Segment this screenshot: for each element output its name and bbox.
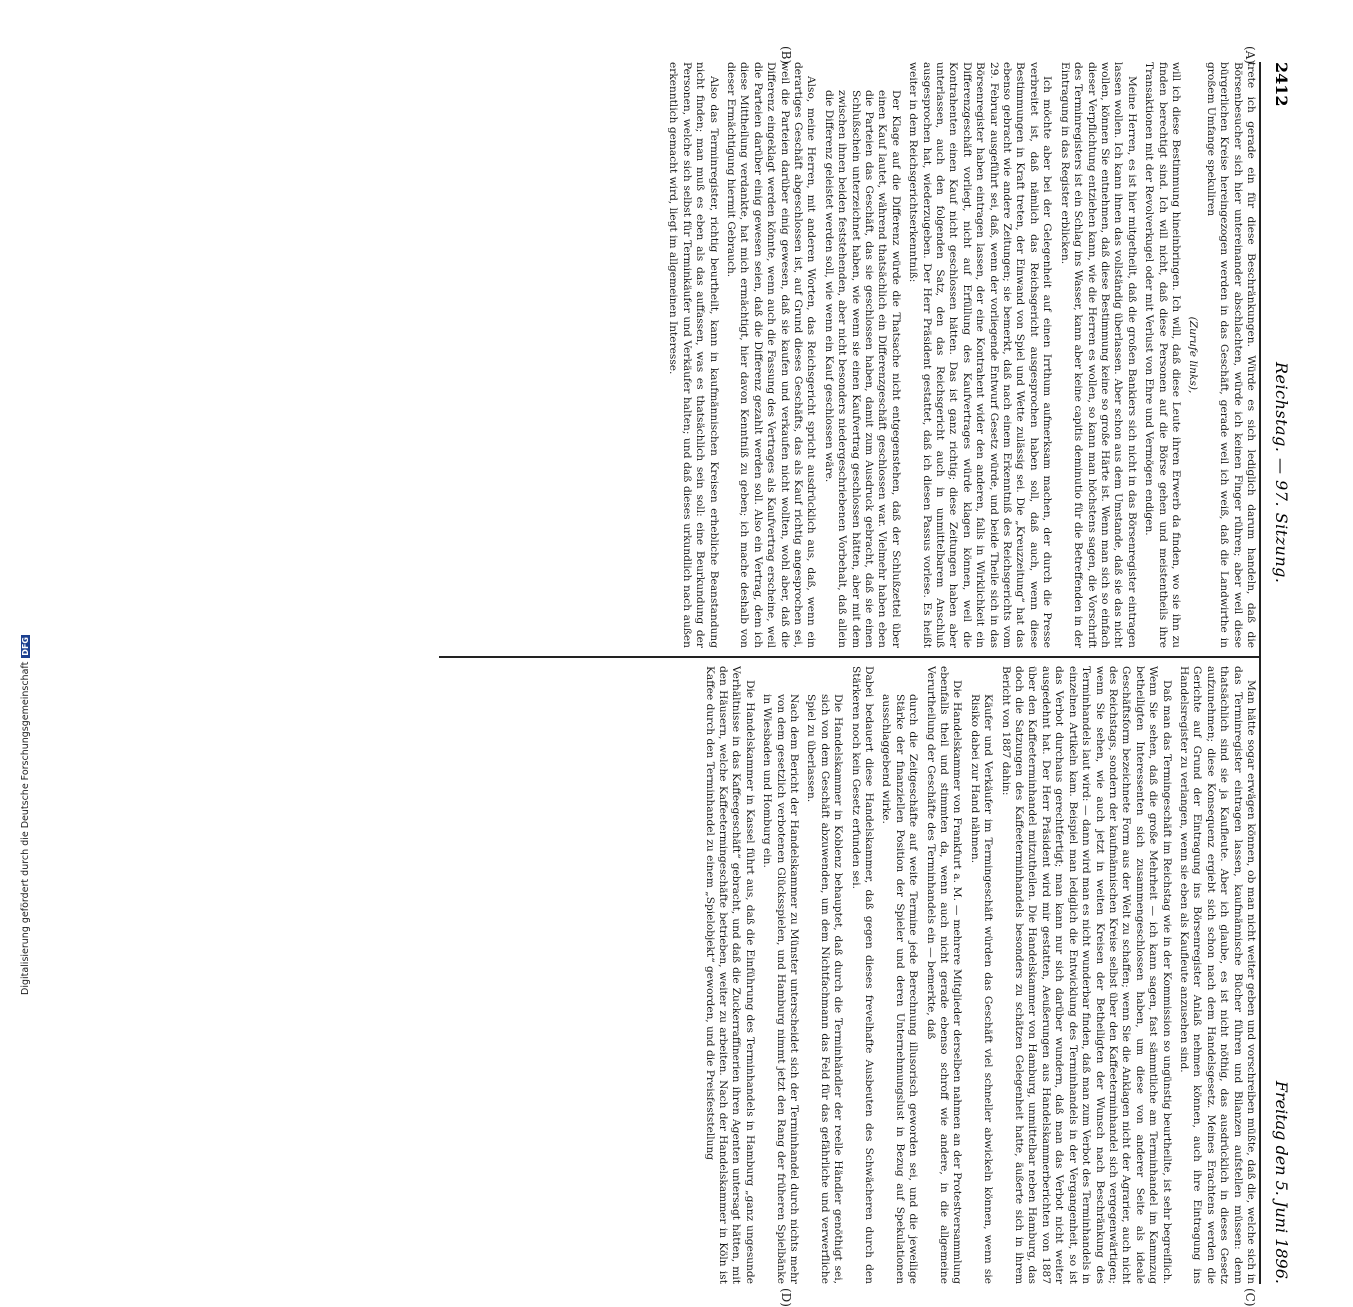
paragraph: Dabei bedauert diese Handelskammer, daß gegen dieses frevelhafte Ausbeuten des Schwächeren durch den Stärkeren noch kein Gesetz erfunden sei. <box>849 666 876 1284</box>
quotation: Käufer und Verkäufer im Termingeschäft würden das Geschäft viel schneller abwickeln können, wenn sie Risiko dabei zur Hand nähmen. <box>968 694 995 1284</box>
marker-a: (A) <box>1243 46 1257 65</box>
page-title: Reichstag. — 97. Sitzung. <box>1272 362 1291 584</box>
marker-c: (C) <box>1243 1288 1257 1307</box>
page-header <box>1263 62 1291 1284</box>
marker-b: (B) <box>779 46 793 65</box>
paragraph: Also, meine Herren, mit anderen Worten, das Reichsgericht spricht ausdrücklich aus, daß, wenn ein derartiges Geschäft abgeschlossen ist, auf Grund dieses Geschäfts, das als Kauf richtig angesprochen sei, weil die Parteien darüber einig gewesen, daß sie kaufen und verkaufen nicht wollten, wohl aber, daß die Differenz eingeklagt werden könnte, wenn auch die Fassung des Vertrages als Kaufvertrag erscheine, weil die Parteien darüber einig gewesen seien, daß die Differenz gezahlt werden soll. Also ein Vertrag, dem ich diese Mittheilung verdankte, hat mich ermächtigt, hier davon Kenntniß zu geben; ich mache deshalb von dieser Ermächtigung hiermit Gebrauch. <box>724 62 818 648</box>
right-column <box>437 666 1257 1284</box>
header-rule <box>1259 62 1261 1284</box>
paragraph: trete ich gerade ein für diese Beschränkungen. Würde es sich lediglich darum handeln, daß die Börsenbesucher sich hier untereinander abschlachten, würde ich keinen Finger rühren; aber weil diese bürgerlichen Kreise hereingezogen werden in das Geschäft, gerade weil ich weiß, daß die Landwirthe in großem Umfange spekuliren <box>1204 62 1257 648</box>
quotation: durch die Zeitgeschäfte auf weite Termine jede Berechnung illusorisch geworden sei, und die jeweilige Stärke der finanziellen Position der Spieler und deren Unternehmungslust in Bezug auf Spekulationen ausschlaggebend wirke. <box>880 694 920 1284</box>
marker-d: (D) <box>779 1288 793 1307</box>
paragraph: (Zurufe links), <box>1187 316 1200 394</box>
paragraph: Meine Herren, es ist hier mitgetheilt, daß die großen Bankiers sich nicht in das Börsenregister eintragen lassen wollen. Ich kann ihnen das vollständig überlassen. Aber schon aus dem Umstande, daß sie das nicht wollen, können Sie entnehmen, daß diese Bestimmung keine so große Härte ist. Wenn man sich so einfach dieser Verpflichtung entziehen kann, wie die Herren es wollen, so kann man höchstens sagen, die Vorschrift des Terminregisters ist ein Schlag ins Wasser, kann aber keine capitis deminutio für die Betreffenden in der Eintragung in das Register erblicken. <box>1058 62 1138 648</box>
paragraph: Die Handelskammer in Kassel führt aus, daß die Einführung des Terminhandels in Hamburg „ganz ungesunde Verhältnisse in das Kaffeegeschäft“ gebracht, und daß die Zuckerraffinerien ihren Agenten untersagt hätten, mit den Häusern, welche Kaffeetermingeschäfte betrieben, weiter zu arbeiten. Nach der Handelskammer in Köln ist Kaffee durch den Terminhandel zu einem „Spielobjekt“ geworden, und die Preisfeststellung <box>703 666 756 1284</box>
quotation: Der Klage auf die Differenz würde die Thatsache nicht entgegenstehen, daß der Schlußzettel über einen Kauf lautet, während thatsächlich ein Differenzgeschäft geschlossen war. Vielmehr haben eben die Parteien das Geschäft, das sie geschlossen haben, damit zum Ausdruck gebracht, daß sie einen Schlußschein unterzeichnet haben, wie wenn sie einen Kaufvertrag geschlossen hätten, aber mit dem zwischen ihnen beiden feststehenden, aber nicht besonders niedergeschriebenen Vorbehalt, daß allein die Differenz geleistet werden soll, wie wenn ein Kauf geschlossen wäre. <box>822 90 902 648</box>
dfg-logo: DFG <box>21 637 30 656</box>
paragraph: will ich diese Bestimmung hineinbringen. Ich will, daß diese Leute ihren Erwerb da finden, wo sie ihn zu finden berechtigt sind. Ich will nicht, daß diese Personen auf die Börse gehen und meistentheils ihre Transaktionen mit der Revolverkugel oder mit Verlust von Ehre und Vermögen endigen. <box>1143 62 1182 648</box>
page-number: 2412 <box>1272 62 1291 107</box>
quotation: Die Handelskammer in Koblenz behauptet, daß durch die Terminhändler der reelle Händler genöthigt sei, sich von dem Geschäft abzuwenden, um dem Nichtfachmann das Feld für das gefährliche und verwerfliche Spiel zu überlassen. <box>805 694 845 1284</box>
paragraph: Man hätte sogar erwägen können, ob man nicht weiter geben und vorschreiben müßte, daß die, welche sich in das Terminregister eintragen lassen, kaufmännische Bücher führen und Bilanzen aufstellen müssen: denn thatsächlich sind sie ja Kaufleute. Aber ich glaube, es ist nicht nöthig, das ausdrücklich in dieses Gesetz aufzunehmen; diese Konsequenz ergiebt sich schon nach dem Handelsgesetz. Meines Erachtens werden die Gerichte auf Grund der Eintragung ins Börsenregister Anlaß nehmen können, auch ihre Eintragung ins Handelsregister zu verlangen, wenn sie eben als Kaufleute anzusehen sind. <box>1177 666 1257 1284</box>
paragraph: Daß man das Termingeschäft im Reichstag wie in der Kommission so ungünstig beurtheilte, ist sehr begreiflich. Wenn Sie sehen, daß die große Mehrheit — ich kann sagen, fast sämmtliche am Terminhandel im Kammzug betheiligten Interessenten sich zusammengeschlossen haben, um diese von anderer Seite als ideale Geschäftsform bezeichnete Form aus der Welt zu schaffen; wenn Sie die Anklagen nicht der Agrarier, auch nicht des Reichstags, sondern der kaufmännischen Kreise selbst über den Kaffeeterminhandel sich vergegenwärtigen; wenn Sie sehen, wie auch jetzt in weiten Kreisen der Betheiligten der Wunsch nach Beschränkung des Terminhandels laut wird: — dann wird man es nicht wunderbar finden, daß man zum Verbot des Terminhandels in einzelnen Artikeln kam. Beispiel man lediglich die Entwicklung des Terminhandels in der Vergangenheit, so ist das Verbot durchaus gerechtfertigt; man kann nur sich darüber wundern, daß man das Verbot nicht weiter ausgedehnt hat. Der Herr Präsident wird mir gestatten, Aeußerungen aus Handelskammerberichten von 1887 über den Kaffeeterminhandel mitzutheilen. Die Handelskammer von Hamburg, unmittelbar neben Hamburg, das doch die Satzungen des Kaffeeterminhandels besonders zu schätzen Gelegenheit hatte, äußerte sich in ihrem Bericht von 1887 dahin: <box>999 666 1173 1284</box>
left-column <box>437 62 1257 648</box>
footer-credit: Digitalisierung gefördert durch die Deutsche Forschungsgemeinschaft <box>20 661 31 995</box>
paragraph: Also das Terminregister, richtig beurtheilt, kann in kaufmännischen Kreisen erhebliche Beanstandung nicht finden; man muß es eben als das auffassen, was es thatsächlich sein soll: eine Beurkundung der Personen, welche sich selbst für Terminkäufer und Verkäufer halten; und daß dieses urkundlich nach außen erkenntlich gemacht wird, liegt im allgemeinen Interesse. <box>667 62 720 648</box>
column-divider <box>439 656 1259 658</box>
paragraph: Die Handelskammer von Frankfurt a. M. — mehrere Mitglieder derselben nahmen an der Protestversammlung ebenfalls theil und stimmten da, wenn auch nicht gerade ebenso schroff wie andere, in die allgemeine Verurtheilung der Geschäfte des Terminhandels ein — bemerkte, daß <box>924 666 964 1284</box>
quotation: Nach dem Bericht der Handelskammer zu Münster unterscheidet sich der Terminhandel durch nichts mehr von dem gesetzlich verbotenen Glücksspielen, und Hamburg nimmt jetzt den Rang der früheren Spielbänke in Wiesbaden und Homburg ein. <box>761 694 800 1284</box>
page-date: Freitag den 5. Juni 1896. <box>1272 1080 1291 1284</box>
paragraph: Ich möchte aber bei der Gelegenheit auf einen Irrthum aufmerksam machen, der durch die Presse verbreitet ist, daß nämlich das Reichsgericht ausgesprochen haben soll, daß auch, wenn diese Bestimmungen in Kraft treten, der Einwand von Spiel und Wette zulässig sei. Die „Kreuzzeitung“ hat das ebenso gebracht wie andere Zeitungen; sie bemerkt, daß nach einem Erkenntniß des Reichsgerichts vom 29. Februar ausgeführt sei, daß, wenn der vorliegende Entwurf Gesetz würde, und beide Theile sich in das Börsenregister haben eintragen lassen, der eine Kontrahent wider den anderen, falls in Wirklichkeit ein Differenzgeschäft vorliegt, nicht auf Erfüllung des Kaufvertrages würde klagen können, weil die Kontrahenten einen Kauf nicht geschlossen hätten. Das ist ganz richtig; diese Zeitungen haben aber unterlassen, auch den folgenden Satz, den das Reichsgericht auch in unmittelbarem Anschluß ausgesprochen hat, wiederzugeben. Der Herr Präsident gestattet, daß ich diesen Passus vorlese. Es heißt weiter in dem Reichsgerichtserkenntniß: <box>907 62 1054 648</box>
